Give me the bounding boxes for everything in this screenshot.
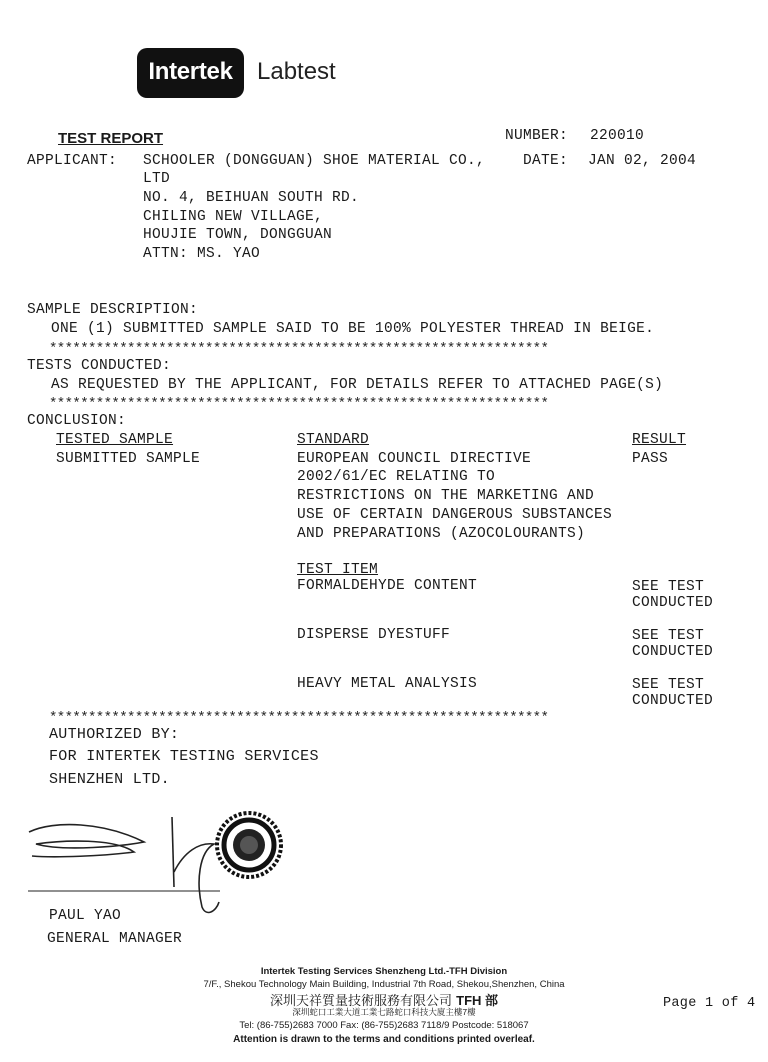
authorized-company: FOR INTERTEK TESTING SERVICES: [49, 748, 319, 765]
footer-cn-address: 深圳蛇口工業大道工業七路蛇口科技大廈主樓7樓: [292, 1007, 476, 1017]
company-seal-icon: [214, 810, 284, 880]
report-title: TEST REPORT: [58, 130, 164, 147]
number-label: NUMBER:: [505, 128, 569, 144]
report-number: 220010: [590, 128, 645, 144]
test-item-result: CONDUCTED: [632, 693, 714, 709]
page-number: Page 1 of 4: [663, 996, 756, 1011]
test-item-result: CONDUCTED: [632, 644, 714, 660]
logo-text: Intertek: [148, 58, 233, 85]
tests-text: AS REQUESTED BY THE APPLICANT, FOR DETAILS REFER TO ATTACHED PAGE(S): [51, 377, 664, 393]
tests-label: TESTS CONDUCTED:: [27, 358, 172, 374]
standard-line: EUROPEAN COUNCIL DIRECTIVE: [297, 451, 532, 467]
sample-label: SAMPLE DESCRIPTION:: [27, 302, 199, 318]
col-standard: STANDARD: [297, 432, 370, 448]
footer-contact: Tel: (86-755)2683 7000 Fax: (86-755)2683 7118/9 Postcode: 518067: [239, 1020, 529, 1031]
footer-address: 7/F., Shekou Technology Main Building, Industrial 7th Road, Shekou,Shenzhen, China: [203, 979, 565, 990]
footer-notice: Attention is drawn to the terms and conditions printed overleaf.: [233, 1034, 535, 1045]
tested-sample-name: SUBMITTED SAMPLE: [56, 451, 201, 467]
applicant-line: NO. 4, BEIHUAN SOUTH RD.: [143, 190, 360, 206]
footer-company: Intertek Testing Services Shenzheng Ltd.-TFH Division: [260, 966, 508, 977]
standard-line: AND PREPARATIONS (AZOCOLOURANTS): [297, 526, 586, 542]
applicant-line: CHILING NEW VILLAGE,: [143, 209, 324, 225]
col-tested-sample: TESTED SAMPLE: [56, 432, 174, 448]
footer-cn-suffix: TFH 部: [456, 993, 499, 1008]
standard-line: RESTRICTIONS ON THE MARKETING AND: [297, 488, 595, 504]
authorized-company-2: SHENZHEN LTD.: [49, 771, 170, 788]
applicant-line: HOUJIE TOWN, DONGGUAN: [143, 227, 333, 243]
separator: ****************************************************************: [49, 341, 549, 357]
separator: ****************************************************************: [49, 396, 549, 412]
signatory-name: PAUL YAO: [49, 908, 122, 924]
date-label: DATE:: [523, 153, 569, 169]
test-item-name: DISPERSE DYESTUFF: [297, 627, 451, 643]
standard-result: PASS: [632, 451, 669, 467]
applicant-line: ATTN: MS. YAO: [143, 246, 261, 262]
intertek-logo: [137, 48, 244, 98]
applicant-line: SCHOOLER (DONGGUAN) SHOE MATERIAL CO.,: [143, 153, 486, 169]
report-date: JAN 02, 2004: [588, 153, 697, 169]
test-item-result: SEE TEST: [632, 677, 705, 693]
authorized-label: AUTHORIZED BY:: [49, 726, 180, 743]
test-item-result: SEE TEST: [632, 579, 705, 595]
test-item-result: CONDUCTED: [632, 595, 714, 611]
applicant-label: APPLICANT:: [27, 153, 118, 169]
test-item-name: HEAVY METAL ANALYSIS: [297, 676, 478, 692]
applicant-line: LTD: [143, 171, 171, 187]
col-result: RESULT: [632, 432, 687, 448]
footer-cn-name: 深圳天祥質量技術服務有限公司: [269, 994, 452, 1009]
sample-text: ONE (1) SUBMITTED SAMPLE SAID TO BE 100% POLYESTER THREAD IN BEIGE.: [51, 321, 655, 337]
signature-icon: [24, 812, 224, 922]
signatory-title: GENERAL MANAGER: [47, 931, 183, 947]
test-item-result: SEE TEST: [632, 628, 705, 644]
conclusion-label: CONCLUSION:: [27, 413, 127, 429]
standard-line: 2002/61/EC RELATING TO: [297, 469, 496, 485]
test-item-label: TEST ITEM: [297, 562, 379, 578]
labtest-text: Labtest: [257, 58, 336, 85]
standard-line: USE OF CERTAIN DANGEROUS SUBSTANCES: [297, 507, 613, 523]
test-item-name: FORMALDEHYDE CONTENT: [297, 578, 478, 594]
separator: ****************************************************************: [49, 710, 549, 726]
